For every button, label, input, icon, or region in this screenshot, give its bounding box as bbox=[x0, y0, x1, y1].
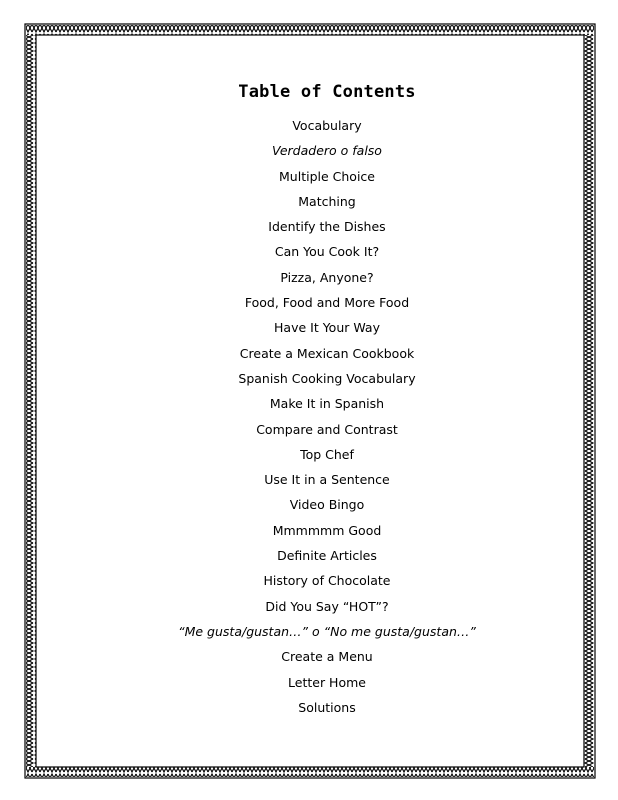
toc-entry: Mmmmmm Good bbox=[272, 522, 382, 538]
toc-entry: Definite Articles bbox=[277, 548, 377, 564]
toc-entry: Vocabulary bbox=[292, 118, 362, 133]
toc-entry: Solutions bbox=[298, 699, 356, 715]
toc-entry: Compare and Contrast bbox=[256, 421, 398, 437]
toc-entry: Identify the Dishes bbox=[268, 219, 386, 235]
toc-entry: Video Bingo bbox=[289, 497, 365, 513]
toc-entry: Food, Food and More Food bbox=[244, 295, 410, 311]
toc-entry: Pizza, Anyone? bbox=[280, 269, 374, 285]
toc-entry: History of Chocolate bbox=[263, 573, 391, 589]
toc-entry: Letter Home bbox=[288, 674, 366, 690]
toc-entry: Spanish Cooking Vocabulary bbox=[238, 370, 416, 386]
page-title: Table of Contents bbox=[238, 82, 416, 102]
toc-entry: Have It Your Way bbox=[274, 320, 380, 336]
toc-entry: Make It in Spanish bbox=[269, 396, 385, 412]
toc-entry: Can You Cook It? bbox=[274, 244, 380, 260]
toc-entry: Top Chef bbox=[300, 446, 354, 462]
toc-entry: Verdadero o falso bbox=[272, 143, 382, 159]
toc-entry: Create a Mexican Cookbook bbox=[239, 345, 415, 361]
toc-entry: Create a Menu bbox=[281, 649, 373, 665]
toc-entry: Multiple Choice bbox=[279, 168, 375, 184]
toc-entry: Use It in a Sentence bbox=[264, 472, 390, 488]
table-of-contents-list bbox=[18, 116, 618, 723]
toc-entry: “Me gusta/gustan…” o “No me gusta/gustan…” bbox=[178, 623, 476, 639]
toc-entry: Matching bbox=[298, 193, 356, 209]
toc-entry: Did You Say “HOT”? bbox=[265, 598, 389, 614]
